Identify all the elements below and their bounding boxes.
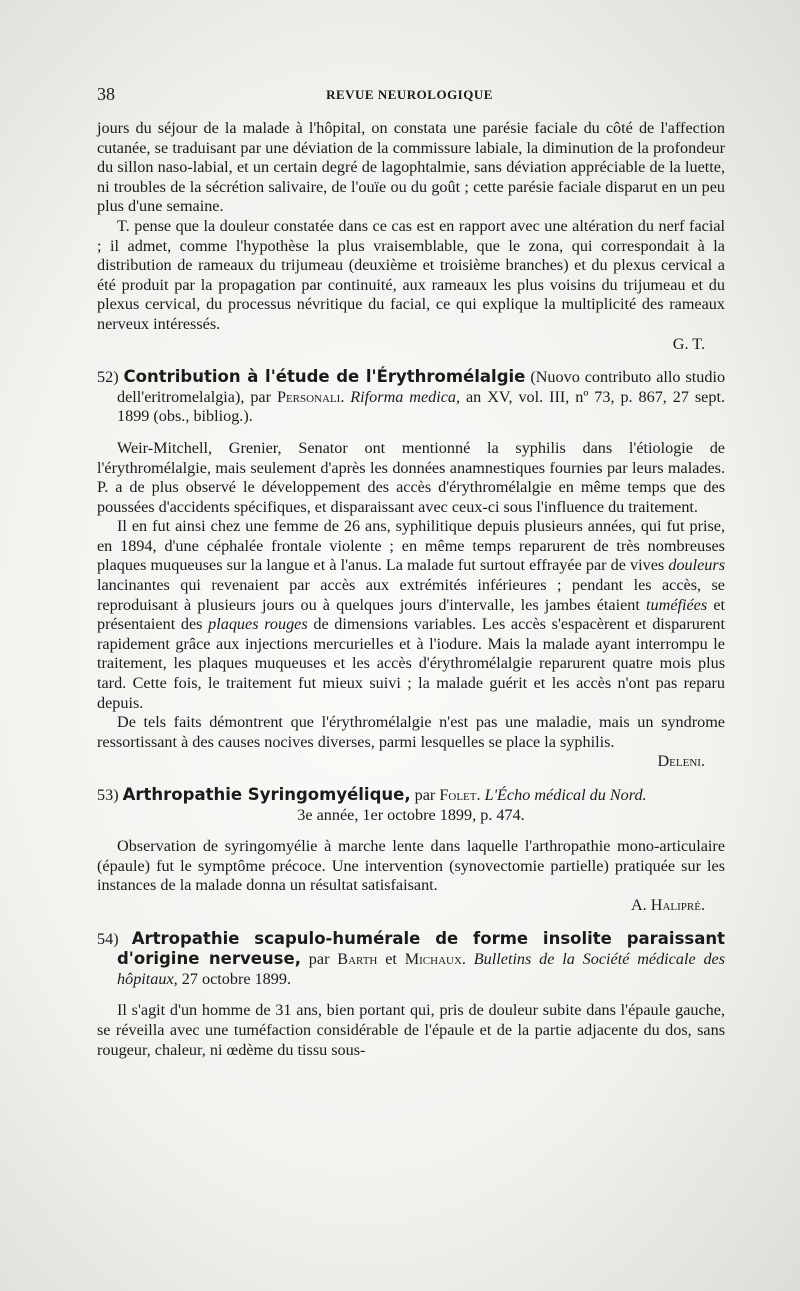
signature: G. T. (672, 334, 705, 353)
paragraph: De tels faits démontrent que l'érythromélalgie n'est pas une maladie, mais un syndrome ressortissant à des causes nocives diverses, parmi lesquelles se place la syphilis. (97, 713, 725, 751)
entry-ref: par (414, 786, 436, 804)
entry-author: Folet. (439, 786, 481, 804)
signature-line (97, 896, 725, 916)
entry-heading-53 (97, 785, 725, 806)
signature-line (97, 335, 725, 355)
italic-term: douleurs (668, 556, 725, 575)
entry-journal: Riforma medica, (350, 387, 461, 406)
entry-ref-line: 3e année, 1er octobre 1899, p. 474. (297, 805, 525, 824)
entry-number: 53) (97, 786, 119, 804)
entry-title: Artropathie scapulo-humérale de forme insolite paraissant d'origine nerveuse, (117, 928, 725, 969)
entry-heading-54: 54) Artropathie scapulo-humérale de forme insolite paraissant d'origine nerveuse, par Barth et Michaux. Bulletins de la Société médicale des hôpitaux, 27 octobre 1899. (97, 928, 726, 988)
paragraph: Il s'agit d'un homme de 31 ans, bien portant qui, pris de douleur subite dans l'épaule gauche, se réveilla avec une tuméfaction considérable de l'épaule et de la partie adjacente du dos, sans rougeur, chaleur, ni œdème du tissu sous- (97, 1001, 725, 1059)
entry-title: Arthropathie Syringomyélique, (122, 785, 411, 804)
entry-journal: Bulletins de la Société médicale des hôpitaux, (117, 950, 726, 988)
page-header (97, 84, 722, 108)
entry-ref: an XV, vol. III, nº 73, p. 867, 27 sept. 1899 (obs., bibliog.). (117, 387, 725, 426)
paragraph: Weir-Mitchell, Grenier, Senator ont mentionné la syphilis dans l'étiologie de l'érythromélalgie, mais seulement d'après les données anamnestiques fournies par leurs malades. P. a de plus observé le développement des accès d'érythromélalgie en même temps que des poussées d'accidents spécifiques, et disparaissant avec ceux-ci sous l'influence du traitement. (97, 438, 725, 516)
entry-title: Contribution à l'étude de l'Érythromélalgie (123, 367, 526, 387)
entry-ref: 27 octobre 1899. (181, 969, 291, 988)
italic-term: tuméfiées (646, 595, 708, 614)
entry-author: Barth (337, 950, 378, 969)
page-body (97, 119, 725, 1060)
paragraph: Observation de syringomyélie à marche lente dans laquelle l'arthropathie mono-articulaire (épaule) fut le symptôme précoce. Une intervention (synovectomie partielle) pratiquée sur les instances de la malade donna un résultat satisfaisant. (97, 837, 725, 895)
running-head: REVUE NEUROLOGIQUE (326, 87, 493, 102)
entry-number: 52) (97, 368, 119, 387)
paragraph: Il en fut ainsi chez une femme de 26 ans, syphilitique depuis plusieurs années, qui fut prise, en 1894, d'une céphalée frontale violente ; en même temps reparurent de très nombreuses plaques muqueuses sur la langue et à l'anus. La malade fut surtout effrayée par de vives douleurs lancinantes qui revenaient par accès aux extrémités inférieures ; pendant les accès, se reproduisant à plusieurs jours ou à quelques jours d'intervalle, les jambes étaient tuméfiées et présentaient des plaques rouges de dimensions variables. Les accès s'espacèrent et disparurent rapidement grâce aux injections mercurielles et à l'iodure. Mais la malade ayant interrompu le traitement, les plaques muqueuses et les accès d'érythromélalgie reparurent quatre mois plus tard. Cette fois, le traitement fut mieux suivi ; la malade guérit et les accès n'ont pas reparu depuis. (97, 517, 726, 712)
signature-line (97, 752, 725, 772)
signature: A. Halipré. (630, 895, 705, 914)
entry-ref: (Nuovo contributo allo studio dell'eritromelalgia), par (117, 368, 726, 406)
paragraph: jours du séjour de la malade à l'hôpital, on constata une parésie faciale du côté de l'affection cutanée, se traduisant par une déviation de la commissure labiale, la diminution de la profondeur du sillon naso-labial, et un certain degré de lagophtalmie, sans déviation appréciable de la luette, ni troubles de la sécrétion salivaire, de l'ouïe ou du goût ; cette parésie faciale disparut en un peu plus d'une semaine. (97, 119, 725, 216)
page-number: 38 (97, 84, 115, 104)
italic-term: plaques rouges (208, 615, 308, 634)
signature: Deleni. (657, 752, 705, 771)
paragraph: T. pense que la douleur constatée dans ce cas est en rapport avec une altération du nerf facial ; il admet, comme l'hypothèse la plus vraisemblable, que le zona, qui correspondait à la distribution de rameaux du trijumeau (deuxième et troisième branches) et du plexus cervical a été produit par la propagation par continuité, aux rameaux les plus voisins du trijumeau et du plexus cervical, du processus névritique du facial, ce qui explique la multiplicité des rameaux nerveux intéressés. (97, 216, 725, 333)
entry-heading-52 (97, 367, 725, 427)
entry-ref: par (308, 950, 330, 969)
entry-author: Personali. (276, 387, 345, 406)
entry-author: Michaux. (404, 950, 466, 969)
entry-journal: L'Écho médical du Nord. (484, 786, 647, 804)
entry-number: 54) (97, 929, 119, 948)
